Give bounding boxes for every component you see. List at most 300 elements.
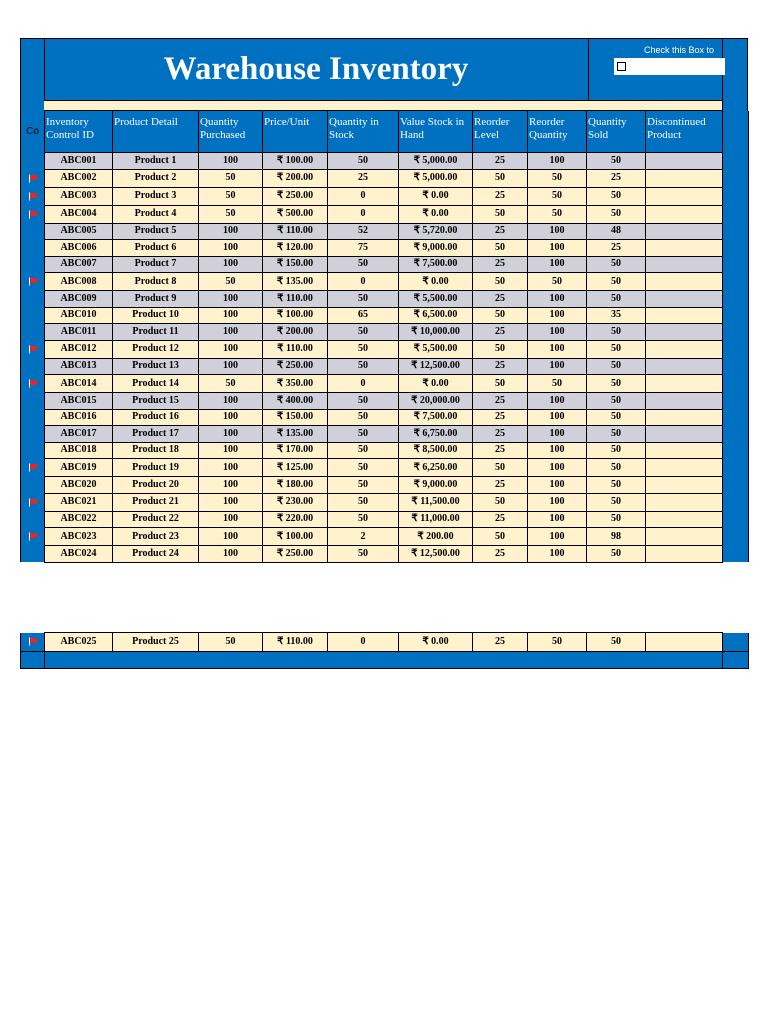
row-marker-cell bbox=[21, 633, 45, 652]
product-detail-cell: Product 16 bbox=[113, 409, 199, 426]
table-row bbox=[21, 409, 749, 426]
quantity-sold-cell: 50 bbox=[587, 546, 646, 563]
value-stock-cell: ₹ 11,000.00 bbox=[399, 511, 473, 528]
quantity-purchased-cell: 100 bbox=[199, 442, 263, 459]
quantity-sold-cell: 50 bbox=[587, 187, 646, 205]
reorder-level-cell: 25 bbox=[473, 358, 528, 375]
header-quantity-sold: Quantity Sold bbox=[587, 111, 646, 153]
product-detail-cell: Product 4 bbox=[113, 205, 199, 223]
row-marker-cell bbox=[21, 340, 45, 358]
page-title: Warehouse Inventory bbox=[163, 50, 469, 87]
reorder-level-cell: 50 bbox=[473, 240, 528, 257]
inventory-id-cell: ABC004 bbox=[45, 205, 113, 223]
reorder-quantity-cell: 100 bbox=[528, 477, 587, 494]
quantity-sold-cell: 50 bbox=[587, 633, 646, 652]
reorder-level-cell: 50 bbox=[473, 459, 528, 477]
quantity-in-stock-cell: 50 bbox=[328, 358, 399, 375]
row-marker-cell bbox=[21, 528, 45, 546]
inventory-id-cell: ABC016 bbox=[45, 409, 113, 426]
product-detail-cell: Product 2 bbox=[113, 169, 199, 187]
quantity-purchased-cell: 100 bbox=[199, 459, 263, 477]
discontinued-product-cell bbox=[646, 393, 723, 410]
product-detail-cell: Product 10 bbox=[113, 307, 199, 324]
table-row bbox=[21, 511, 749, 528]
product-detail-cell: Product 3 bbox=[113, 187, 199, 205]
row-edge-cell bbox=[723, 358, 749, 375]
inventory-table bbox=[20, 110, 749, 563]
quantity-purchased-cell: 50 bbox=[199, 205, 263, 223]
value-stock-cell: ₹ 5,000.00 bbox=[399, 153, 473, 170]
discontinued-product-cell bbox=[646, 291, 723, 308]
inventory-id-cell: ABC001 bbox=[45, 153, 113, 170]
discontinued-product-cell bbox=[646, 426, 723, 443]
inventory-id-cell: ABC018 bbox=[45, 442, 113, 459]
product-detail-cell: Product 15 bbox=[113, 393, 199, 410]
table-row bbox=[21, 375, 749, 393]
quantity-purchased-cell: 100 bbox=[199, 477, 263, 494]
row-edge-cell bbox=[723, 477, 749, 494]
quantity-sold-cell: 25 bbox=[587, 169, 646, 187]
quantity-in-stock-cell: 50 bbox=[328, 546, 399, 563]
inventory-id-cell: ABC013 bbox=[45, 358, 113, 375]
product-detail-cell: Product 5 bbox=[113, 223, 199, 240]
discontinued-product-cell bbox=[646, 358, 723, 375]
value-stock-cell: ₹ 12,500.00 bbox=[399, 546, 473, 563]
reorder-level-cell: 50 bbox=[473, 169, 528, 187]
header-reorder-level: Reorder Level bbox=[473, 111, 528, 153]
header-product-detail: Product Detail bbox=[113, 111, 199, 153]
inventory-id-cell: ABC017 bbox=[45, 426, 113, 443]
discontinued-product-cell bbox=[646, 240, 723, 257]
table-row bbox=[21, 393, 749, 410]
quantity-in-stock-cell: 50 bbox=[328, 291, 399, 308]
quantity-in-stock-cell: 0 bbox=[328, 205, 399, 223]
quantity-in-stock-cell: 50 bbox=[328, 442, 399, 459]
quantity-purchased-cell: 100 bbox=[199, 324, 263, 341]
quantity-in-stock-cell: 50 bbox=[328, 340, 399, 358]
price-unit-cell: ₹ 350.00 bbox=[263, 375, 328, 393]
row-marker-cell bbox=[21, 393, 45, 410]
table-row bbox=[21, 546, 749, 563]
quantity-purchased-cell: 100 bbox=[199, 153, 263, 170]
row-edge-cell bbox=[723, 442, 749, 459]
row-edge-cell bbox=[723, 187, 749, 205]
quantity-purchased-cell: 100 bbox=[199, 340, 263, 358]
quantity-in-stock-cell: 0 bbox=[328, 633, 399, 652]
quantity-in-stock-cell: 50 bbox=[328, 324, 399, 341]
quantity-sold-cell: 98 bbox=[587, 528, 646, 546]
product-detail-cell: Product 20 bbox=[113, 477, 199, 494]
discontinued-product-cell bbox=[646, 273, 723, 291]
quantity-in-stock-cell: 50 bbox=[328, 409, 399, 426]
discontinued-product-cell bbox=[646, 187, 723, 205]
reorder-quantity-cell: 100 bbox=[528, 409, 587, 426]
quantity-sold-cell: 50 bbox=[587, 291, 646, 308]
row-marker-cell bbox=[21, 493, 45, 511]
row-edge-cell bbox=[723, 256, 749, 273]
truncated-column-header: Co bbox=[21, 111, 45, 153]
product-detail-cell: Product 14 bbox=[113, 375, 199, 393]
reorder-level-cell: 25 bbox=[473, 546, 528, 563]
flag-icon bbox=[28, 637, 38, 646]
row-edge-cell bbox=[723, 633, 749, 652]
discontinued-product-cell bbox=[646, 324, 723, 341]
product-detail-cell: Product 21 bbox=[113, 493, 199, 511]
flag-icon bbox=[28, 345, 38, 354]
reorder-quantity-cell: 50 bbox=[528, 205, 587, 223]
reorder-quantity-cell: 100 bbox=[528, 340, 587, 358]
inventory-id-cell: ABC012 bbox=[45, 340, 113, 358]
reorder-quantity-cell: 100 bbox=[528, 307, 587, 324]
value-stock-cell: ₹ 10,000.00 bbox=[399, 324, 473, 341]
checkbox-panel-label: Check this Box to bbox=[644, 45, 715, 55]
quantity-sold-cell: 25 bbox=[587, 240, 646, 257]
reorder-level-cell: 25 bbox=[473, 393, 528, 410]
inventory-rows bbox=[21, 153, 749, 563]
table-row bbox=[21, 528, 749, 546]
reorder-quantity-cell: 100 bbox=[528, 324, 587, 341]
reorder-level-cell: 25 bbox=[473, 426, 528, 443]
quantity-sold-cell: 50 bbox=[587, 340, 646, 358]
header-spacer-strip bbox=[44, 100, 722, 110]
price-unit-cell: ₹ 100.00 bbox=[263, 153, 328, 170]
table-row bbox=[21, 477, 749, 494]
reorder-quantity-cell: 50 bbox=[528, 375, 587, 393]
discontinued-product-cell bbox=[646, 375, 723, 393]
table-row bbox=[21, 169, 749, 187]
row-marker-cell bbox=[21, 307, 45, 324]
reorder-level-cell: 50 bbox=[473, 205, 528, 223]
quantity-sold-cell: 50 bbox=[587, 442, 646, 459]
product-detail-cell: Product 22 bbox=[113, 511, 199, 528]
value-stock-cell: ₹ 20,000.00 bbox=[399, 393, 473, 410]
discontinued-product-cell bbox=[646, 459, 723, 477]
value-stock-cell: ₹ 200.00 bbox=[399, 528, 473, 546]
product-detail-cell: Product 9 bbox=[113, 291, 199, 308]
quantity-purchased-cell: 100 bbox=[199, 358, 263, 375]
product-detail-cell: Product 18 bbox=[113, 442, 199, 459]
row-marker-cell bbox=[21, 442, 45, 459]
flag-icon bbox=[28, 277, 38, 286]
footer-left-cell bbox=[21, 651, 45, 668]
inventory-id-cell: ABC020 bbox=[45, 477, 113, 494]
quantity-purchased-cell: 100 bbox=[199, 307, 263, 324]
reorder-level-cell: 25 bbox=[473, 409, 528, 426]
value-stock-cell: ₹ 5,500.00 bbox=[399, 340, 473, 358]
quantity-purchased-cell: 50 bbox=[199, 375, 263, 393]
row-marker-cell bbox=[21, 426, 45, 443]
reorder-level-cell: 25 bbox=[473, 153, 528, 170]
value-stock-cell: ₹ 9,000.00 bbox=[399, 240, 473, 257]
header-reorder-quantity: Reorder Quantity bbox=[528, 111, 587, 153]
quantity-sold-cell: 50 bbox=[587, 477, 646, 494]
reorder-level-cell: 50 bbox=[473, 375, 528, 393]
value-stock-cell: ₹ 0.00 bbox=[399, 633, 473, 652]
quantity-in-stock-cell: 50 bbox=[328, 153, 399, 170]
row-edge-cell bbox=[723, 291, 749, 308]
table-row bbox=[21, 307, 749, 324]
row-edge-cell bbox=[723, 240, 749, 257]
reorder-quantity-cell: 100 bbox=[528, 358, 587, 375]
header-value-stock-in-hand: Value Stock in Hand bbox=[399, 111, 473, 153]
row-marker-cell bbox=[21, 291, 45, 308]
quantity-in-stock-cell: 52 bbox=[328, 223, 399, 240]
flag-icon bbox=[28, 532, 38, 541]
discontinued-product-cell bbox=[646, 477, 723, 494]
reorder-quantity-cell: 100 bbox=[528, 256, 587, 273]
price-unit-cell: ₹ 250.00 bbox=[263, 546, 328, 563]
reorder-quantity-cell: 100 bbox=[528, 393, 587, 410]
quantity-purchased-cell: 100 bbox=[199, 528, 263, 546]
table-row bbox=[21, 340, 749, 358]
flag-icon bbox=[28, 174, 38, 183]
quantity-sold-cell: 50 bbox=[587, 256, 646, 273]
reorder-quantity-cell: 100 bbox=[528, 426, 587, 443]
discontinued-product-cell bbox=[646, 205, 723, 223]
quantity-purchased-cell: 100 bbox=[199, 409, 263, 426]
reorder-level-cell: 25 bbox=[473, 256, 528, 273]
reorder-level-cell: 50 bbox=[473, 340, 528, 358]
price-unit-cell: ₹ 135.00 bbox=[263, 273, 328, 291]
value-stock-cell: ₹ 11,500.00 bbox=[399, 493, 473, 511]
footer-total-row bbox=[45, 651, 723, 668]
reorder-level-cell: 50 bbox=[473, 493, 528, 511]
quantity-in-stock-cell: 0 bbox=[328, 375, 399, 393]
quantity-sold-cell: 35 bbox=[587, 307, 646, 324]
reorder-level-cell: 50 bbox=[473, 273, 528, 291]
flag-icon bbox=[28, 210, 38, 219]
reorder-level-cell: 25 bbox=[473, 511, 528, 528]
quantity-in-stock-cell: 50 bbox=[328, 256, 399, 273]
header-price-unit: Price/Unit bbox=[263, 111, 328, 153]
price-unit-cell: ₹ 180.00 bbox=[263, 477, 328, 494]
inventory-id-cell: ABC006 bbox=[45, 240, 113, 257]
quantity-sold-cell: 50 bbox=[587, 375, 646, 393]
price-unit-cell: ₹ 100.00 bbox=[263, 307, 328, 324]
price-unit-cell: ₹ 125.00 bbox=[263, 459, 328, 477]
table-row bbox=[21, 291, 749, 308]
quantity-sold-cell: 50 bbox=[587, 409, 646, 426]
quantity-in-stock-cell: 2 bbox=[328, 528, 399, 546]
row-edge-cell bbox=[723, 493, 749, 511]
quantity-in-stock-cell: 50 bbox=[328, 477, 399, 494]
price-unit-cell: ₹ 220.00 bbox=[263, 511, 328, 528]
quantity-in-stock-cell: 50 bbox=[328, 393, 399, 410]
quantity-purchased-cell: 100 bbox=[199, 546, 263, 563]
price-unit-cell: ₹ 500.00 bbox=[263, 205, 328, 223]
inventory-id-cell: ABC008 bbox=[45, 273, 113, 291]
price-unit-cell: ₹ 400.00 bbox=[263, 393, 328, 410]
quantity-sold-cell: 50 bbox=[587, 493, 646, 511]
inventory-id-cell: ABC003 bbox=[45, 187, 113, 205]
reorder-level-cell: 50 bbox=[473, 528, 528, 546]
row-edge-cell bbox=[723, 205, 749, 223]
price-unit-cell: ₹ 200.00 bbox=[263, 169, 328, 187]
footer-right-cell bbox=[723, 651, 749, 668]
inventory-id-cell: ABC023 bbox=[45, 528, 113, 546]
inventory-id-cell: ABC019 bbox=[45, 459, 113, 477]
reorder-level-cell: 25 bbox=[473, 633, 528, 652]
row-marker-cell bbox=[21, 223, 45, 240]
price-unit-cell: ₹ 135.00 bbox=[263, 426, 328, 443]
reorder-level-cell: 50 bbox=[473, 307, 528, 324]
table-row bbox=[21, 493, 749, 511]
row-edge-cell bbox=[723, 511, 749, 528]
quantity-in-stock-cell: 50 bbox=[328, 426, 399, 443]
row-marker-cell bbox=[21, 153, 45, 170]
discontinued-product-cell bbox=[646, 493, 723, 511]
price-unit-cell: ₹ 170.00 bbox=[263, 442, 328, 459]
row-marker-cell bbox=[21, 477, 45, 494]
table-row bbox=[21, 256, 749, 273]
reorder-level-cell: 25 bbox=[473, 291, 528, 308]
price-unit-cell: ₹ 110.00 bbox=[263, 633, 328, 652]
row-edge-cell bbox=[723, 273, 749, 291]
price-unit-cell: ₹ 110.00 bbox=[263, 291, 328, 308]
quantity-purchased-cell: 100 bbox=[199, 256, 263, 273]
inventory-id-cell: ABC011 bbox=[45, 324, 113, 341]
row-edge-cell bbox=[723, 409, 749, 426]
discontinued-product-cell bbox=[646, 153, 723, 170]
row-edge-cell bbox=[723, 153, 749, 170]
reorder-level-cell: 25 bbox=[473, 223, 528, 240]
discontinued-product-cell bbox=[646, 633, 723, 652]
flag-icon bbox=[28, 498, 38, 507]
reorder-quantity-cell: 50 bbox=[528, 633, 587, 652]
quantity-in-stock-cell: 0 bbox=[328, 273, 399, 291]
product-detail-cell: Product 8 bbox=[113, 273, 199, 291]
row-marker-cell bbox=[21, 546, 45, 563]
price-unit-cell: ₹ 110.00 bbox=[263, 223, 328, 240]
inventory-id-cell: ABC015 bbox=[45, 393, 113, 410]
inventory-id-cell: ABC022 bbox=[45, 511, 113, 528]
inventory-id-cell: ABC014 bbox=[45, 375, 113, 393]
table-row bbox=[21, 223, 749, 240]
inventory-id-cell: ABC002 bbox=[45, 169, 113, 187]
quantity-sold-cell: 50 bbox=[587, 273, 646, 291]
quantity-sold-cell: 50 bbox=[587, 205, 646, 223]
header-row bbox=[21, 111, 749, 153]
reorder-quantity-cell: 100 bbox=[528, 442, 587, 459]
quantity-in-stock-cell: 0 bbox=[328, 187, 399, 205]
flag-icon bbox=[28, 379, 38, 388]
product-detail-cell: Product 24 bbox=[113, 546, 199, 563]
row-marker-cell bbox=[21, 511, 45, 528]
table-row bbox=[21, 187, 749, 205]
product-detail-cell: Product 19 bbox=[113, 459, 199, 477]
value-stock-cell: ₹ 5,000.00 bbox=[399, 169, 473, 187]
quantity-in-stock-cell: 50 bbox=[328, 511, 399, 528]
quantity-in-stock-cell: 50 bbox=[328, 493, 399, 511]
table-row bbox=[21, 324, 749, 341]
reorder-level-cell: 25 bbox=[473, 324, 528, 341]
flag-icon bbox=[28, 463, 38, 472]
quantity-purchased-cell: 100 bbox=[199, 291, 263, 308]
quantity-purchased-cell: 100 bbox=[199, 511, 263, 528]
row-marker-cell bbox=[21, 187, 45, 205]
discontinued-product-cell bbox=[646, 528, 723, 546]
checkbox-icon[interactable] bbox=[617, 62, 626, 71]
row-edge-cell bbox=[723, 223, 749, 240]
reorder-quantity-cell: 100 bbox=[528, 223, 587, 240]
row-edge-cell bbox=[723, 546, 749, 563]
price-unit-cell: ₹ 150.00 bbox=[263, 409, 328, 426]
row-marker-cell bbox=[21, 324, 45, 341]
row-marker-cell bbox=[21, 358, 45, 375]
reorder-quantity-cell: 100 bbox=[528, 511, 587, 528]
reorder-quantity-cell: 100 bbox=[528, 459, 587, 477]
value-stock-cell: ₹ 8,500.00 bbox=[399, 442, 473, 459]
checkbox-panel-divider bbox=[588, 38, 589, 100]
discontinued-product-cell bbox=[646, 256, 723, 273]
inventory-id-cell: ABC005 bbox=[45, 223, 113, 240]
row-edge-cell bbox=[723, 375, 749, 393]
value-stock-cell: ₹ 0.00 bbox=[399, 187, 473, 205]
row-edge-cell bbox=[723, 324, 749, 341]
value-stock-cell: ₹ 7,500.00 bbox=[399, 256, 473, 273]
value-stock-cell: ₹ 5,720.00 bbox=[399, 223, 473, 240]
discontinued-product-cell bbox=[646, 409, 723, 426]
quantity-purchased-cell: 50 bbox=[199, 633, 263, 652]
row-marker-cell bbox=[21, 273, 45, 291]
inventory-rows-continued bbox=[21, 633, 749, 652]
row-edge-cell bbox=[723, 307, 749, 324]
inventory-id-cell: ABC009 bbox=[45, 291, 113, 308]
quantity-purchased-cell: 100 bbox=[199, 393, 263, 410]
quantity-sold-cell: 50 bbox=[587, 459, 646, 477]
product-detail-cell: Product 12 bbox=[113, 340, 199, 358]
product-detail-cell: Product 23 bbox=[113, 528, 199, 546]
product-detail-cell: Product 17 bbox=[113, 426, 199, 443]
value-stock-cell: ₹ 9,000.00 bbox=[399, 477, 473, 494]
price-unit-cell: ₹ 110.00 bbox=[263, 340, 328, 358]
inventory-id-cell: ABC021 bbox=[45, 493, 113, 511]
price-unit-cell: ₹ 250.00 bbox=[263, 358, 328, 375]
discontinued-product-cell bbox=[646, 546, 723, 563]
reorder-level-cell: 25 bbox=[473, 187, 528, 205]
quantity-purchased-cell: 50 bbox=[199, 273, 263, 291]
row-edge-cell bbox=[723, 393, 749, 410]
value-stock-cell: ₹ 0.00 bbox=[399, 205, 473, 223]
value-stock-cell: ₹ 0.00 bbox=[399, 273, 473, 291]
value-stock-cell: ₹ 6,750.00 bbox=[399, 426, 473, 443]
product-detail-cell: Product 25 bbox=[113, 633, 199, 652]
reorder-quantity-cell: 100 bbox=[528, 528, 587, 546]
product-detail-cell: Product 7 bbox=[113, 256, 199, 273]
quantity-in-stock-cell: 75 bbox=[328, 240, 399, 257]
value-stock-cell: ₹ 12,500.00 bbox=[399, 358, 473, 375]
value-stock-cell: ₹ 0.00 bbox=[399, 375, 473, 393]
value-stock-cell: ₹ 6,250.00 bbox=[399, 459, 473, 477]
header-inventory-control-id: Inventory Control ID bbox=[45, 111, 113, 153]
quantity-sold-cell: 50 bbox=[587, 426, 646, 443]
row-edge-cell bbox=[723, 169, 749, 187]
quantity-sold-cell: 50 bbox=[587, 358, 646, 375]
value-stock-cell: ₹ 5,500.00 bbox=[399, 291, 473, 308]
price-unit-cell: ₹ 100.00 bbox=[263, 528, 328, 546]
reorder-quantity-cell: 100 bbox=[528, 291, 587, 308]
reorder-level-cell: 25 bbox=[473, 442, 528, 459]
reorder-quantity-cell: 100 bbox=[528, 546, 587, 563]
inventory-id-cell: ABC007 bbox=[45, 256, 113, 273]
discontinued-product-cell bbox=[646, 223, 723, 240]
quantity-sold-cell: 50 bbox=[587, 511, 646, 528]
quantity-purchased-cell: 50 bbox=[199, 187, 263, 205]
checkbox-panel-field[interactable] bbox=[614, 58, 725, 75]
inventory-id-cell: ABC024 bbox=[45, 546, 113, 563]
header-quantity-in-stock: Quantity in Stock bbox=[328, 111, 399, 153]
header-edge-cell bbox=[723, 111, 749, 153]
